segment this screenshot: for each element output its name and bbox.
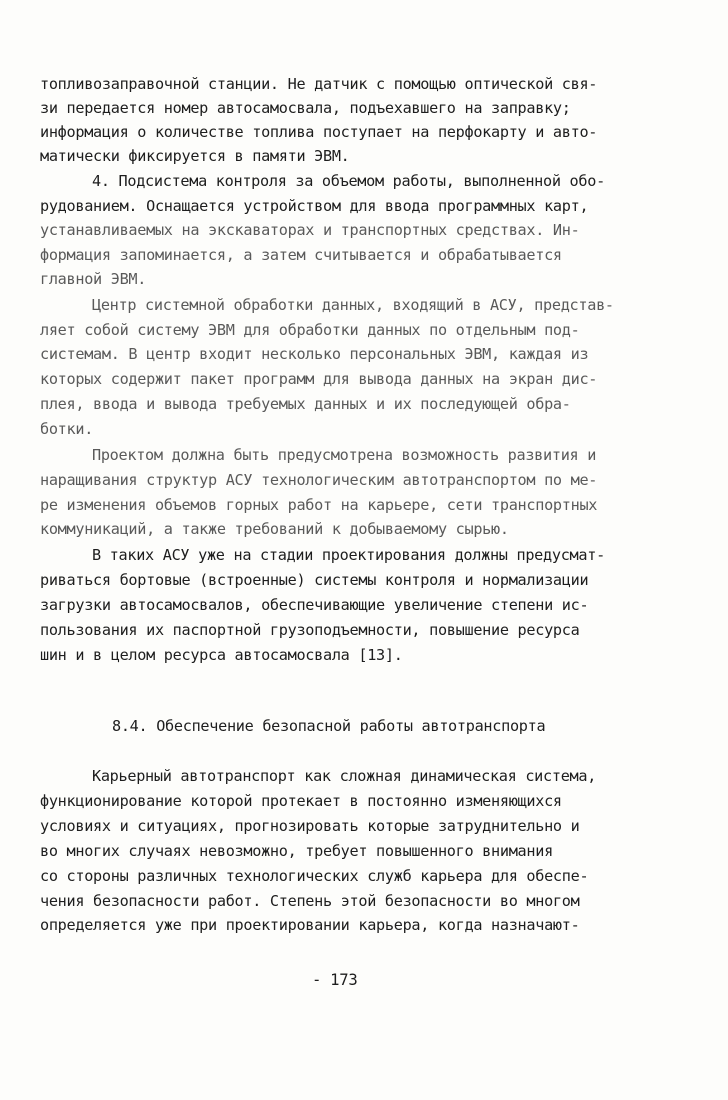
body-text-line: условиях и ситуациях, прогнозировать которые затруднительно и [40,817,580,835]
body-text-line: со стороны различных технологических служб карьера для обеспе- [40,867,589,885]
body-text-line: формация запоминается, а затем считывается и обрабатывается [40,246,562,264]
body-text-line: чения безопасности работ. Степень этой безопасности во многом [40,892,580,910]
body-text-line: во многих случаях невозможно, требует повышенного внимания [40,842,553,860]
body-text-line: которых содержит пакет программ для вывода данных на экран дис- [40,370,598,388]
body-text-line: топливозаправочной станции. Не датчик с помощью оптической свя- [40,75,598,93]
body-text-line: шин и в целом ресурса автосамосвала [13]. [40,646,403,664]
body-text-line: информация о количестве топлива поступает на перфокарту и авто- [40,123,598,141]
body-text-line: главной ЭВМ. [40,270,147,288]
body-text-line: коммуникаций, а также требований к добываемому сырью. [40,520,509,538]
body-text-line: 4. Подсистема контроля за объемом работы, выполненной обо- [92,172,605,190]
body-text-line: риваться бортовые (встроенные) системы контроля и нормализации [40,571,589,589]
body-text-line: Центр системной обработки данных, входящий в АСУ, представ- [92,296,614,314]
body-text-line: определяется уже при проектировании карьера, когда назначают- [40,916,580,934]
body-text-line: ляет собой систему ЭВМ для обработки данных по отдельным под- [40,321,580,339]
body-text-line: Проектом должна быть предусмотрена возможность развития и [92,446,597,464]
body-text-line: наращивания структур АСУ технологическим автотранспортом по ме- [40,471,598,489]
body-text-line: рудованием. Оснащается устройством для ввода программных карт, [40,197,589,215]
body-text-line: функционирование которой протекает в постоянно изменяющихся [40,792,562,810]
body-text-line: пользования их паспортной грузоподъемности, повышение ресурса [40,621,580,639]
body-text-line: загрузки автосамосвалов, обеспечивающие увеличение степени ис- [40,596,589,614]
body-text-line: матически фиксируется в памяти ЭВМ. [40,147,350,165]
body-text-line: системам. В центр входит несколько персональных ЭВМ, каждая из [40,345,589,363]
body-text-line: Карьерный автотранспорт как сложная динамическая система, [92,767,597,785]
body-text-line: ре изменения объемов горных работ на карьере, сети транспортных [40,496,598,514]
body-text-line: зи передается номер автосамосвала, подъехавшего на заправку; [40,99,571,117]
body-text-line: устанавливаемых на экскаваторах и транспортных средствах. Ин- [40,221,580,239]
body-text-line: плея, ввода и вывода требуемых данных и их последующей обра- [40,395,571,413]
body-text-line: В таких АСУ уже на стадии проектирования должны предусмат- [92,546,605,564]
body-text-line: ботки. [40,420,94,438]
page-number: - 173 [312,971,358,989]
section-heading: 8.4. Обеспечение безопасной работы автотранспорта [112,717,546,735]
